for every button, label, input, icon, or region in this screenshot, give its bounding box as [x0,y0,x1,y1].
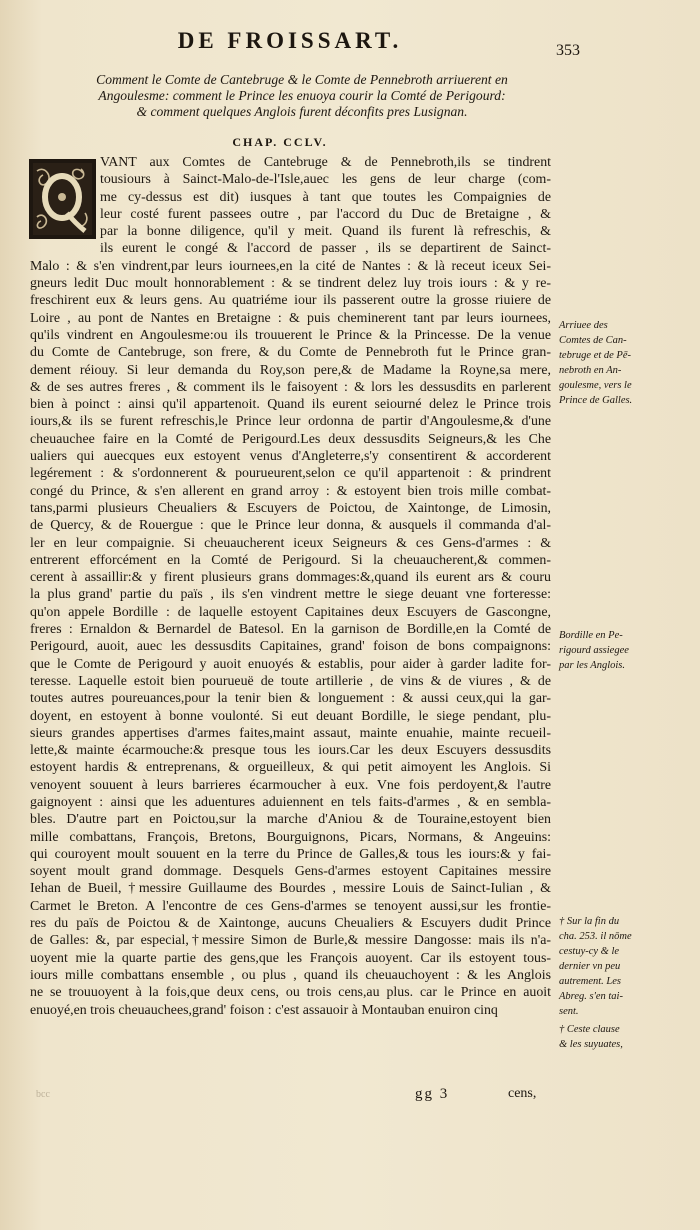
heading-line: Angoulesme: comment le Prince les enuoya courir la Comté de Perigourd: [98,88,506,103]
page-number: 353 [556,42,580,59]
text-line: du Comte de Cantebruge, son frere, & du Comte de Pennebroth fut le Prince gran- [30,345,551,361]
margin-note-line: sent. [559,1006,579,1017]
text-line: ualiers qui auecques eux estoyent venus d'Angleterre,s'y consentirent & accorderent [30,449,551,465]
margin-note-line: Abreg. s'en tai- [559,991,623,1002]
text-line: lette,& mainte écarmouche:& presque tous les iours.Car les deux Escuyers dessusdits [30,743,551,759]
margin-note-line: Bordille en Pe- [559,630,623,641]
text-line: gaignoyent : ainsi que les aduentures aduiennent en tels faits-d'armes , & en sembla- [30,794,551,810]
text-line: bien à poinct : ainsi qu'il appartenoit. Quand ils eurent seiourné delez le Prince trois [30,397,551,413]
text-line: de Galles: &, par especial,†messire Simon de Burle,& messire Dangosse: mais ils n'a- [30,933,551,949]
text-line: freres : Ernaldon & Bernardel de Batesol. En la garnison de Bordille,en la Comté de [30,622,551,638]
margin-note-line: dernier vn peu [559,961,621,972]
heading-line: Comment le Comte de Cantebruge & le Comte de Pennebroth arriuerent en [96,72,508,87]
text-line: cheuauchee faire en la Comté de Perigourd.Les deux dessusdits Seigneurs,& les Che [30,431,551,447]
text-line: que le Comte de Perigourd y auoit enuoyés & establis, pour aider à garder ladite for- [30,656,551,672]
text-line: Malo : & s'en vindrent,par leurs iournees,en la cité de Nantes : & là receut iceux Sei- [30,258,551,274]
text-line: soyent moult grand dommage. Desquels Gens-d'armes estoyent Capitaines messire [30,864,551,880]
text-line: Perigourd, auoit, auec les dessusdits Capitaines, grand' foison de bons compaignons: [30,639,551,655]
text-line: mille combattans, François, Bretons, Bourguignons, Picars, Normans, & Angeuins: [30,829,551,845]
margin-note-line: & les suyuates, [559,1039,623,1050]
text-line: freschirent eux & leurs gens. Au quatriéme iour ils passerent outre la grosse riuiere de [30,293,551,309]
text-line: uoyent mie la quarte partie des gens,que les François auoyent. Car ils estoyent tous- [30,950,551,966]
margin-note-line: rigourd assiegee [559,645,629,656]
margin-note-line: † Sur la fin du [559,916,620,927]
text-line: toutes autres poureuances,pour la tenir bien & longuement : & aussi ceux,qui la gar- [30,691,551,707]
text-line: dement réiouy. Si leur demanda du Roy,son pere,& de Madame la Royne,sa mere, [30,362,551,378]
margin-note-line: Prince de Galles. [559,395,633,406]
margin-note-line: Arriuee des [559,320,608,331]
text-line: estoyent hardis & entreprenans, & orgueilleux, & qui petit aimoyent les Anglois. Si [30,760,551,776]
text-line: qu'ils vindrent en Angoulesme:ou ils trouuerent le Prince & la Princesse. De la venue [30,327,551,343]
margin-note-line: cestuy-cy & le [559,946,620,957]
text-line: doyent, en estoyent à bonne voulonté. Si eut deuant Bordille, le siege pendant, plu- [30,708,551,724]
margin-note-line: tebruge et de Pē- [559,350,632,361]
text-line: sieurs grandes appertises d'armes faites,maint assaut, mainte enuahie, mainte recueil- [30,725,551,741]
chapter-heading [52,72,552,120]
margin-note-line: Comtes de Can- [559,335,627,346]
text-line: congé du Prince, & s'en allerent en grand arroy : & estoyent bien trois mille combat- [30,483,551,499]
chapter-number: CHAP. CCLV. [232,135,328,149]
text-line: tousiours à Sainct-Malo-de-l'Isle,auec les gens de leur charge (com- [100,172,551,188]
margin-note-clause [559,1022,695,1052]
text-line: iours mille combattans ensemble , ou plus , quand ils cheuauchoyent : & les Anglois [30,967,551,983]
text-line: la plus grand' partie du païs , ils s'en vindrent mettre le siege deuant vne forteresse: [30,587,551,603]
text-line: qui couroyent moult souuent en la terre du Prince de Galles,& tous les iours:& y fai- [30,846,551,862]
text-line: & de ses autres freres , & comment ils le faisoyent : & lors les dessusdits en parlerent [30,379,551,395]
heading-line: & comment quelques Anglois furent déconfits pres Lusignan. [136,104,468,119]
text-line: venoyent souuent à leurs barrieres écarmoucher à eux. Vne fois perdoyent,& l'autre [30,777,551,793]
text-line: teresse. Laquelle estoit bien pourueuë de toute artillerie , de vins & de viures , & de [30,673,551,689]
text-line: bles. D'autre part en Poictou,sur la marche d'Aniou & de Touraine,estoyent bien [30,812,551,828]
text-line: ils eurent le congé & l'accord de passer , ils se departirent de Sainct- [100,241,551,257]
text-line: gneurs ledit Duc moult honnorablement : & se tindrent delez luy trois iours : & y re- [30,276,551,292]
margin-note-line: goulesme, vers le [559,380,632,391]
text-line: enuoyé,en trois cheuauchees,grand' foison : c'est assauoir à Montauban enuiron cinq [30,1002,498,1018]
text-line: de Quercy, & de Rouergue : que le Prince leur donna, & ausquels il commanda d'al- [30,518,551,534]
text-line: tans,parmi plusieurs Cheualiers & Escuyers de Poictou, de Xaintonge, de Limosin, [30,500,551,516]
body-text [30,154,551,1019]
text-line: ne se trouuoyent à la fois,que deux cens, ou trois cens,au plus. car le Prince en auoit [30,985,551,1001]
signature-mark: gg 3 [415,1086,450,1102]
text-line: ler en leur compaignie. Si cheuaucherent iceux Seigneurs & ces Gens-d'armes : & [30,535,551,551]
margin-note-line: autrement. Les [559,976,622,987]
margin-note-arrival [559,318,695,408]
text-line: leur costé furent passees outre , par l'accord du Duc de Bretaigne , & [100,206,551,222]
text-line: Iehan de Bueil, †messire Guillaume des Bourdes , messire Louis de Sainct-Iulian , & [30,881,551,897]
catchword: cens, [508,1086,537,1101]
text-line: cerent à assaillir:& y firent plusieurs grans dommages:&,quand ils eurent ars & couru [30,570,551,586]
running-head: DE FROISSART. [177,28,403,53]
margin-note-bordille [559,628,695,673]
text-line: par la bonne diligence, qu'il y meit. Quand ils furent là refreschis, & [100,224,551,240]
margin-note-footnote [559,914,695,1019]
margin-note-line: par les Anglois. [559,660,626,671]
margin-note-line: nebroth en An- [559,365,622,376]
bleed-through-text: bcc [36,1089,50,1100]
margin-note-line: † Ceste clause [559,1024,620,1035]
text-line: Carmet le Breton. A l'encontre de ces Gens-d'armes se tenoyent aussi,sur les frontie- [30,898,551,914]
text-line: qu'on appele Bordille : de laquelle estoyent Capitaines deux Escuyers de Gascongne, [30,604,551,620]
text-line: res du païs de Poictou & de Xaintonge, aucuns Cheualiers & Escuyers dudit Prince [30,916,551,932]
text-line: VANT aux Comtes de Cantebruge & de Pennebroth,ils se tindrent [100,155,551,170]
text-line: legérement : & s'ordonnerent & pourueurent,selon ce qu'il appartenoit : & prindrent [30,466,551,482]
text-line: me cy-dessus est dit) iusques à tant que toutes les Compaignies de [100,189,551,205]
margin-note-line: cha. 253. il nōme [559,931,632,942]
text-line: Loire , au pont de Nantes en Bretaigne : & puis cheminerent tant par leurs iournees, [30,310,551,326]
text-line: entrerent efforcément en la Comté de Perigourd. Si la cheuaucherent,& commen- [30,552,551,568]
text-line: iours,& ils se furent refreschis,le Prince leur ordonna de partir d'Angoulesme,& d'une [30,414,551,430]
